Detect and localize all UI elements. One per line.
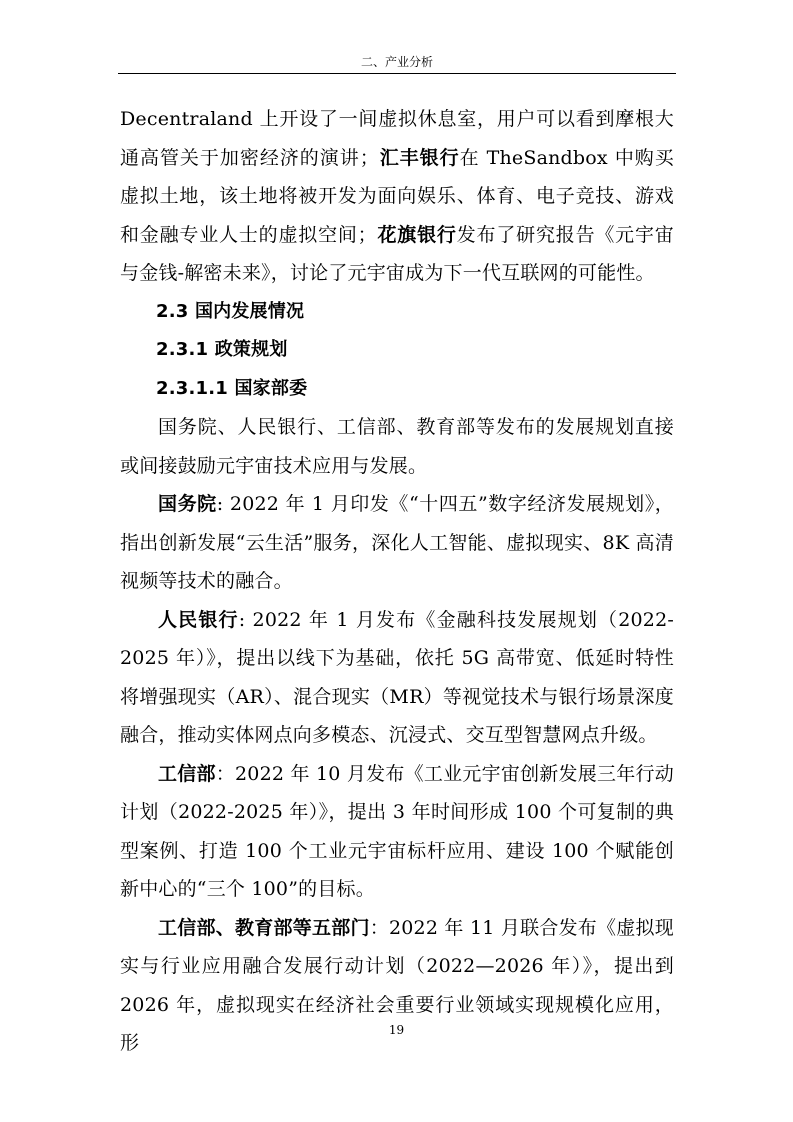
bold-term-miit: 工信部 bbox=[158, 762, 216, 785]
paragraph-text: 在 TheSandbox 中购买虚拟土地，该土地将被开发为面向娱乐、体育、电子竞技、游戏和金融专业人士的虚拟空间； bbox=[120, 146, 674, 246]
paragraph-text: 发布了研究报告《元宇宙与金钱-解密未来》，讨论了元宇宙成为下一代互联网的可能性。 bbox=[120, 223, 674, 284]
paragraph-text: ：2022 年 10 月发布《工业元宇宙创新发展三年行动计划（2022-2025 年）》，提出 3 年时间形成 100 个可复制的典型案例、打造 100 个工业元宇宙标杆应用、建设 100 个赋能创新中心的“三个 100”的目标。 bbox=[120, 762, 674, 900]
page-number: 19 bbox=[388, 1023, 405, 1037]
paragraph-text: Decentraland 上开设了一间虚拟休息室，用户可以看到摩根大通高管关于加密经济的演讲； bbox=[120, 108, 674, 169]
bold-term-citi: 花旗银行 bbox=[376, 223, 457, 246]
paragraph-text: ：2022 年 11 月联合发布《虚拟现实与行业应用融合发展行动计划（2022—2026 年）》，提出到 2026 年，虚拟现实在经济社会重要行业领域实现规模化应用，形 bbox=[120, 916, 675, 1054]
paragraph-overview: 国务院、人民银行、工信部、教育部等发布的发展规划直接或间接鼓励元宇宙技术应用与发展。 bbox=[120, 416, 674, 477]
section-heading-2-3-1: 2.3.1 政策规划 bbox=[156, 339, 288, 360]
paragraph-text: : 2022 年 1 月印发《“十四五”数字经济发展规划》，指出创新发展“云生活”服务，深化人工智能、虚拟现实、8K 高清视频等技术的融合。 bbox=[120, 493, 674, 592]
section-heading-2-3: 2.3 国内发展情况 bbox=[156, 300, 305, 322]
running-header: 二、产业分析 bbox=[360, 55, 433, 69]
paragraph-five-ministries bbox=[120, 909, 674, 1063]
section-heading-2-3-1-1: 2.3.1.1 国家部委 bbox=[156, 377, 308, 399]
bold-term-five-ministries: 工信部、教育部等五部门 bbox=[158, 916, 370, 939]
bold-term-pboc: 人民银行 bbox=[158, 608, 239, 631]
paragraph-state-council bbox=[120, 485, 674, 601]
paragraph-text: : 2022 年 1 月发布《金融科技发展规划（2022-2025 年）》，提出以线下为基础，依托 5G 高带宽、低延时特性将增强现实（AR）、混合现实（MR）等视觉技术与银行场景深度融合，推动实体网点向多模态、沉浸式、交互型智慧网点升级。 bbox=[120, 608, 674, 746]
paragraph-miit bbox=[120, 755, 674, 909]
header-divider bbox=[118, 73, 676, 74]
bold-term-hsbc: 汇丰银行 bbox=[378, 146, 460, 169]
bold-term-state-council: 国务院 bbox=[158, 493, 217, 515]
paragraph-bank-metaverse bbox=[120, 100, 674, 293]
document-body bbox=[120, 100, 674, 1063]
paragraph-pboc bbox=[120, 601, 674, 755]
